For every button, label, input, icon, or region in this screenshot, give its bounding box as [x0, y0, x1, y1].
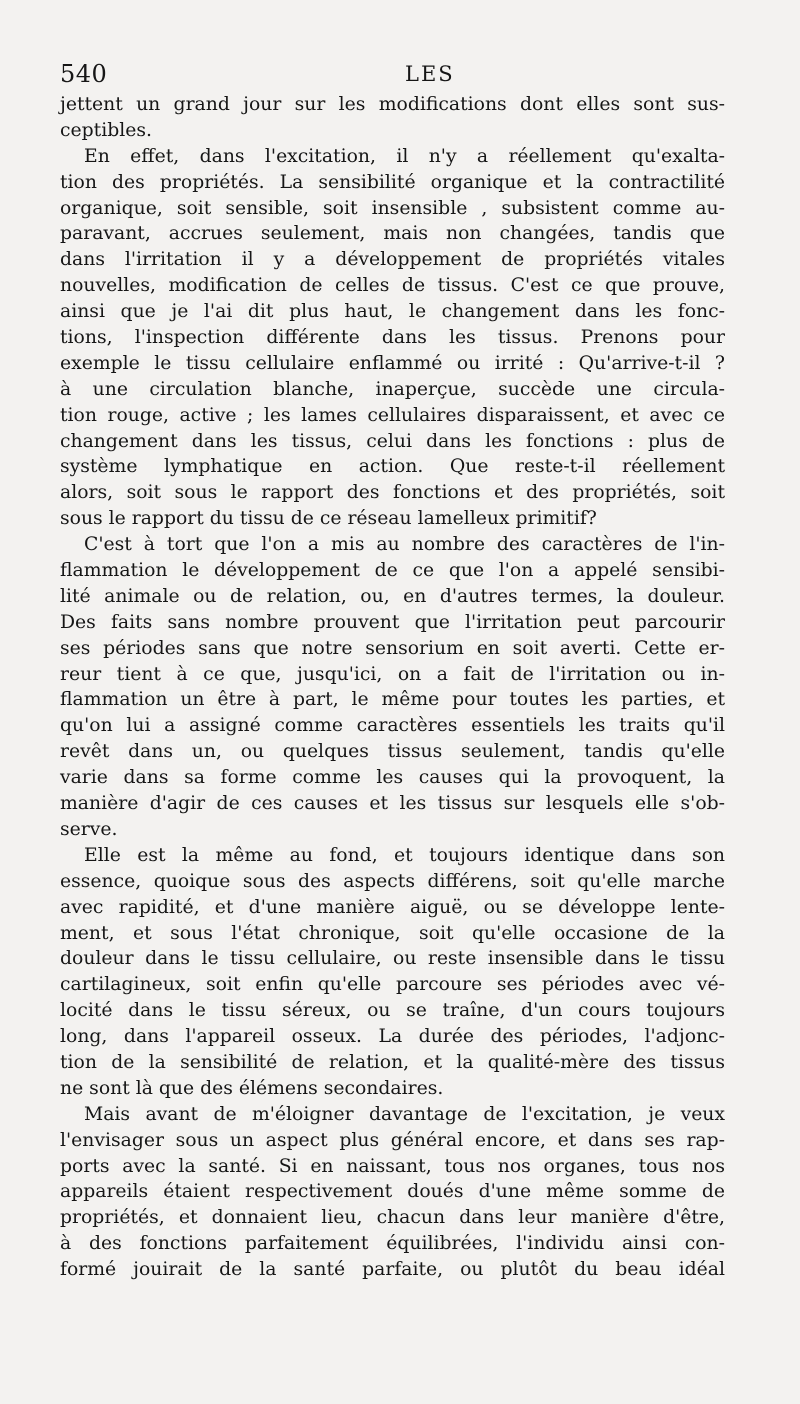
body-text [60, 92, 725, 1283]
text-line: ainsi que je l'ai dit plus haut, le changement dans les fonc- [60, 301, 725, 323]
text-line: nouvelles, modification de celles de tissus. C'est ce que prouve, [60, 275, 725, 297]
text-line: système lymphatique en action. Que reste-t-il réellement [60, 456, 725, 478]
text-line: appareils étaient respectivement doués d'une même somme de [60, 1181, 725, 1203]
text-line: alors, soit sous le rapport des fonctions et des propriétés, soit [60, 482, 725, 504]
text-line: ses périodes sans que notre sensorium en soit averti. Cette er- [60, 637, 725, 659]
text-line: flammation un être à part, le même pour toutes les parties, et [60, 689, 725, 711]
text-line: Des faits sans nombre prouvent que l'irritation peut parcourir [60, 611, 725, 633]
text-line: flammation le développement de ce que l'on a appelé sensibi- [60, 560, 725, 582]
text-line: serve. [60, 818, 118, 840]
running-head: LES [405, 62, 455, 86]
text-line: tion de la sensibilité de relation, et la qualité-mère des tissus [60, 1051, 725, 1073]
text-line: essence, quoique sous des aspects différens, soit qu'elle marche [60, 870, 725, 892]
text-line: Mais avant de m'éloigner davantage de l'excitation, je veux [84, 1103, 725, 1125]
text-line: En effet, dans l'excitation, il n'y a réellement qu'exalta- [84, 145, 725, 167]
text-line: revêt dans un, ou quelques tissus seulement, tandis qu'elle [60, 741, 725, 763]
text-line: locité dans le tissu séreux, ou se traîne, d'un cours toujours [60, 1000, 725, 1022]
text-line: jettent un grand jour sur les modifications dont elles sont sus- [60, 94, 725, 115]
text-line: sous le rapport du tissu de ce réseau lamelleux primitif? [60, 508, 597, 530]
text-line: ports avec la santé. Si en naissant, tous nos organes, tous nos [60, 1155, 725, 1177]
text-line: ment, et sous l'état chronique, soit qu'elle occasione de la [60, 922, 725, 944]
text-line: Elle est la même au fond, et toujours identique dans son [84, 844, 725, 866]
text-line: manière d'agir de ces causes et les tissus sur lesquels elle s'ob- [60, 793, 725, 815]
text-line: ne sont là que des élémens secondaires. [60, 1077, 444, 1099]
text-line: changement dans les tissus, celui dans les fonctions : plus de [60, 430, 725, 452]
text-line: dans l'irritation il y a développement de propriétés vitales [60, 249, 725, 271]
text-line: l'envisager sous un aspect plus général encore, et dans ses rap- [60, 1129, 725, 1151]
page-header [60, 60, 750, 88]
text-line: C'est à tort que l'on a mis au nombre des caractères de l'in- [84, 534, 725, 556]
text-line: formé jouirait de la santé parfaite, ou plutôt du beau idéal [60, 1259, 725, 1281]
text-line: douleur dans le tissu cellulaire, ou reste insensible dans le tissu [60, 948, 725, 970]
page-number: 540 [60, 60, 108, 88]
text-line: à une circulation blanche, inaperçue, succède une circula- [60, 378, 725, 400]
text-line: varie dans sa forme comme les causes qui la provoquent, la [60, 767, 725, 789]
text-line: propriétés, et donnaient lieu, chacun dans leur manière d'être, [60, 1207, 725, 1229]
text-line: à des fonctions parfaitement équilibrées, l'individu ainsi con- [60, 1233, 725, 1255]
text-line: tions, l'inspection différente dans les tissus. Prenons pour [60, 327, 725, 349]
text-line: tion des propriétés. La sensibilité organique et la contractilité [60, 171, 725, 193]
text-line: qu'on lui a assigné comme caractères essentiels les traits qu'il [60, 715, 725, 737]
text-line: avec rapidité, et d'une manière aiguë, ou se développe lente- [60, 896, 725, 918]
text-line: reur tient à ce que, jusqu'ici, on a fait de l'irritation ou in- [60, 663, 725, 685]
text-line: long, dans l'appareil osseux. La durée des périodes, l'adjonc- [60, 1026, 725, 1048]
text-line: exemple le tissu cellulaire enflammé ou irrité : Qu'arrive-t-il ? [60, 352, 725, 374]
text-line: lité animale ou de relation, ou, en d'autres termes, la douleur. [60, 585, 725, 607]
text-line: organique, soit sensible, soit insensible , subsistent comme au- [60, 197, 725, 219]
text-line: paravant, accrues seulement, mais non changées, tandis que [60, 223, 725, 245]
text-line: ceptibles. [60, 119, 152, 141]
text-line: cartilagineux, soit enfin qu'elle parcoure ses périodes avec vé- [60, 974, 725, 996]
text-line: tion rouge, active ; les lames cellulaires disparaissent, et avec ce [60, 404, 725, 426]
